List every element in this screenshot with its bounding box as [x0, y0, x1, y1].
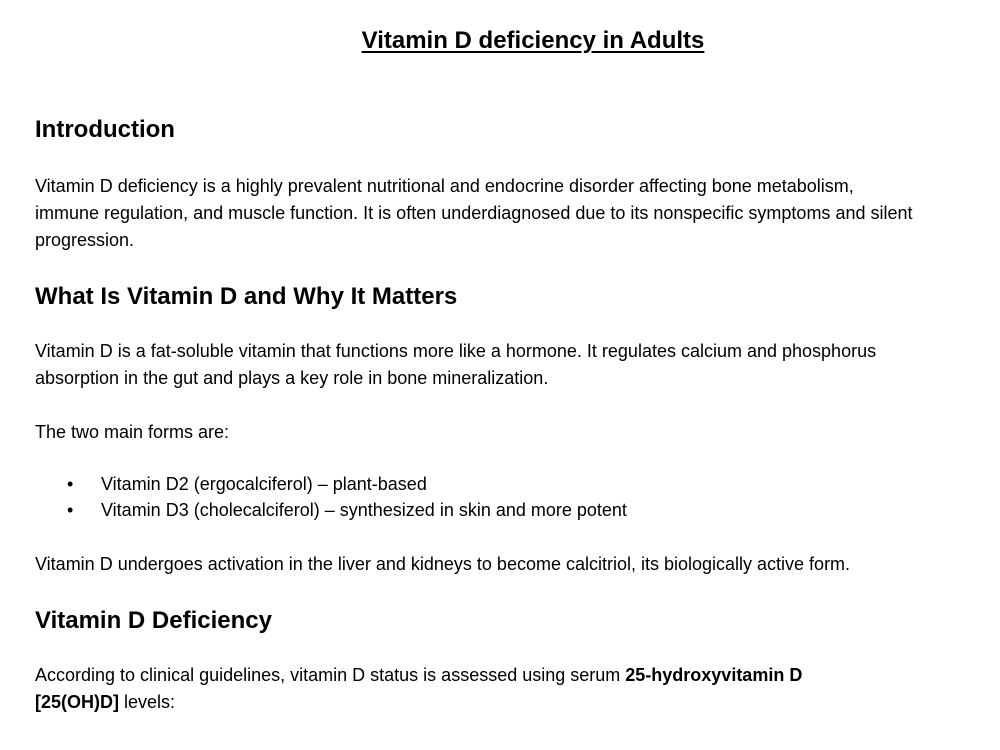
paragraph-line: Vitamin D is a fat-soluble vitamin that functions more like a hormone. It regulates calcium and phosphorus [35, 341, 877, 361]
list-item [60, 497, 627, 523]
paragraph-line [35, 662, 1000, 689]
bullet-icon: • [67, 500, 74, 520]
paragraph-introduction [35, 173, 1000, 254]
document-title: Vitamin D deficiency in Adults [361, 27, 705, 54]
text-before: According to clinical guidelines, vitamin D status is assessed using serum [35, 665, 626, 685]
list-item-text: Vitamin D3 (cholecalciferol) – synthesized in skin and more potent [101, 500, 627, 520]
forms-list [60, 471, 627, 523]
paragraph-deficiency [35, 662, 1000, 716]
paragraph-activation: Vitamin D undergoes activation in the liver and kidneys to become calcitriol, its biologically active form. [35, 554, 851, 574]
heading-vitamin-d-deficiency: Vitamin D Deficiency [35, 607, 272, 634]
paragraph-line: Vitamin D deficiency is a highly prevalent nutritional and endocrine disorder affecting bone metabolism, [35, 176, 854, 196]
bold-marker-abbrev: [25(OH)D] [35, 692, 119, 712]
paragraph-line: absorption in the gut and plays a key role in bone mineralization. [35, 368, 549, 388]
paragraph-line [35, 689, 1000, 716]
paragraph-what-is-vitamin-d [35, 338, 1000, 392]
paragraph-line: immune regulation, and muscle function. It is often underdiagnosed due to its nonspecific symptoms and silent [35, 203, 913, 223]
bullet-icon: • [67, 474, 74, 494]
list-item-text: Vitamin D2 (ergocalciferol) – plant-based [101, 474, 427, 494]
bold-marker: 25-hydroxyvitamin D [625, 665, 803, 685]
heading-what-is-vitamin-d: What Is Vitamin D and Why It Matters [35, 283, 458, 310]
paragraph-line: progression. [35, 230, 135, 250]
text-after: levels: [119, 692, 176, 712]
list-item [60, 471, 627, 497]
paragraph-forms-intro: The two main forms are: [35, 422, 230, 442]
heading-introduction: Introduction [35, 116, 175, 143]
